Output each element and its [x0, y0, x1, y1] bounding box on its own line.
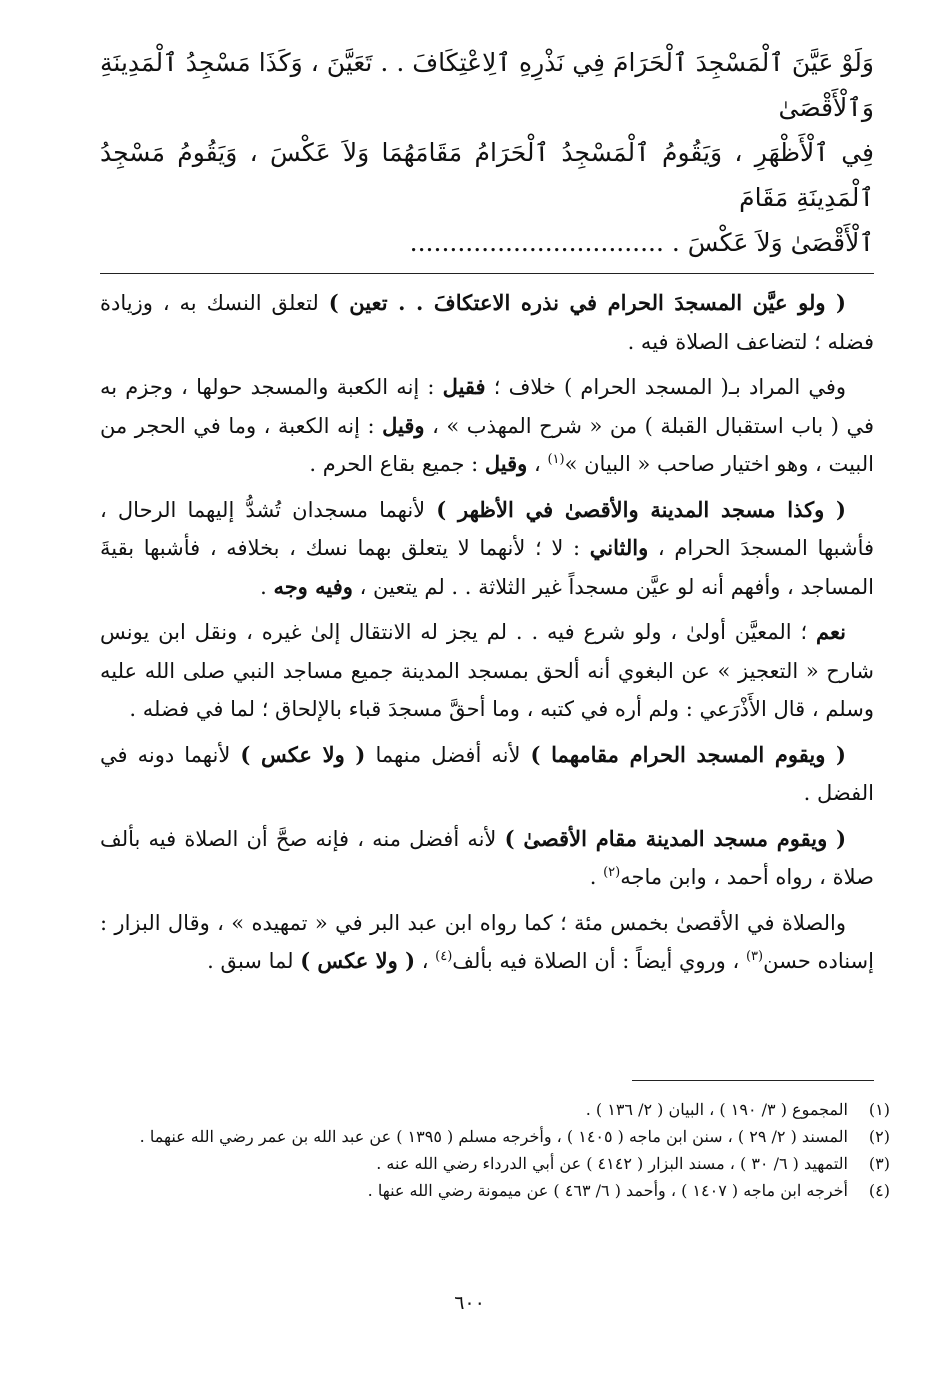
footnote-text: أخرجه ابن ماجه ( ١٤٠٧ ) ، وأحمد ( ٦/ ٤٦٣ ) عن ميمونة رضي الله عنها . — [367, 1181, 848, 1200]
quoted-matn: ( وكذا مسجد المدينة والأقصىٰ في الأظهر ) — [436, 496, 846, 522]
commentary-paragraph-4 — [100, 613, 874, 729]
quoted-matn: ( ولا عكس ) — [240, 741, 366, 767]
commentary-paragraph-6 — [100, 820, 874, 897]
commentary-text-span: لأنه أفضل منه ، فإنه صحَّ أن الصلاة فيه بألف صلاة ، رواه أحمد ، وابن ماجه — [100, 826, 874, 889]
commentary-text-span: لأنهما مسجدان تُشدُّ إليهما الرحال ، فأشبها المسجدَ الحرام ، — [100, 497, 875, 560]
commentary-text-span: لأنهما دونه في الفضل . — [100, 742, 874, 805]
footnote-3 — [100, 1150, 890, 1177]
quoted-matn: ( ويقوم مسجد المدينة مقام الأقصىٰ ) — [504, 825, 847, 851]
quoted-matn: ( ولا عكس ) — [300, 948, 416, 973]
commentary-paragraph-3 — [100, 491, 874, 607]
footnote-text: التمهيد ( ٦/ ٣٠ ) ، مسند البزار ( ٤١٤٢ ) عن أبي الدرداء رضي الله عنه . — [376, 1154, 848, 1173]
commentary-text-span: ؛ المعيَّن أولىٰ ، ولو شرع فيه . . لم يجز له الانتقال إلىٰ غيره ، ونقل ابن يونس شارح « التعجيز » عن البغوي أنه ألحق بمسجد المدينة جميع مساجد النبي صلى الله عليه وسلم ، قال الأَذْرَعي : ولم أره في كتبه ، وما أحقَّ مسجدَ قباء بالإلحاق ؛ لما في فضله . — [100, 620, 874, 721]
commentary-paragraph-2 — [100, 368, 874, 484]
matn-text — [100, 40, 874, 265]
matn-line-3 — [100, 220, 874, 265]
commentary-text-span: وفي المراد بـ( المسجد الحرام ) خلاف ؛ — [485, 375, 847, 399]
footnote-ref[interactable]: (١) — [547, 452, 565, 467]
commentary-text-span: ، — [415, 949, 436, 973]
bold-term: فقيل — [442, 374, 486, 399]
footnote-4 — [100, 1177, 890, 1204]
footnote-text: المسند ( ٢/ ٢٩ ) ، سنن ابن ماجه ( ١٤٠٥ ) ، وأخرجه مسلم ( ١٣٩٥ ) عن عبد الله بن عمر رضي الله عنهما . — [139, 1127, 848, 1146]
matn-line-2: فِي ٱلْأَظْهَرِ ، وَيَقُومُ ٱلْمَسْجِدُ ٱلْحَرَامُ مَقَامَهُمَا وَلاَ عَكْسَ ، وَيَقُومُ مَسْجِدُ ٱلْمَدِينَةِ مَقَامَ — [100, 138, 874, 212]
commentary-text-span: والصلاة في الأقصىٰ بخمس مئة ؛ كما رواه ابن عبد البر في « تمهيده » ، وقال البزار : إسناده حسن — [100, 910, 874, 973]
commentary-text-span: . — [589, 865, 604, 889]
quoted-matn: ( ويقوم المسجد الحرام مقامهما ) — [530, 741, 846, 767]
commentary-text-span: ، وروي أيضاً : أن الصلاة فيه بألف — [452, 949, 746, 973]
commentary-text-span: : لا ؛ لأنهما لا يتعلق بهما نسك ، بخلافه ، فأشبها بقيةَ المساجد ، وأفهم أنه لو عيَّن مسجداً غير الثلاثة . . لم يتعين ، — [100, 536, 874, 599]
footnote-number: (١) — [868, 1100, 890, 1119]
commentary-text-span: لتعلق النسك به ، وزيادة فضله ؛ لتضاعف الصلاة فيه . — [100, 291, 874, 354]
bold-term: والثاني — [589, 535, 649, 560]
footnote-number: (٣) — [868, 1154, 890, 1173]
footnote-ref[interactable]: (٣) — [745, 949, 764, 964]
footnote-number: (٤) — [868, 1181, 890, 1200]
footnotes — [100, 1096, 890, 1204]
commentary-text-span: ، — [527, 452, 548, 476]
bold-term: وفيه وجه — [273, 573, 353, 599]
footnote-2 — [100, 1123, 890, 1150]
footnote-separator — [632, 1080, 874, 1081]
matn-line-3-text: ٱلْأَقْصَىٰ وَلاَ عَكْسَ . — [671, 228, 874, 257]
book-page — [100, 40, 874, 988]
matn-dots: ................................ — [409, 228, 664, 257]
commentary-text — [100, 284, 874, 981]
commentary-paragraph-1 — [100, 284, 874, 361]
footnote-ref[interactable]: (٢) — [603, 865, 621, 880]
page-number: ٦٠٠ — [454, 1292, 485, 1314]
commentary-text-span: لما سبق . — [207, 949, 301, 973]
quoted-matn: ( ولو عيَّن المسجدَ الحرام في نذره الاعتكافَ . . تعين ) — [328, 290, 846, 315]
footnote-1 — [100, 1096, 890, 1123]
commentary-paragraph-5 — [100, 736, 874, 813]
matn-line-1: وَلَوْ عَيَّنَ ٱلْمَسْجِدَ ٱلْحَرَامَ فِي نَذْرِهِ ٱلِاعْتِكَافَ . . تَعَيَّنَ ، وَكَذَا مَسْجِدُ ٱلْمَدِينَةِ وَٱلْأَقْصَىٰ — [100, 48, 874, 122]
bold-term: نعم — [816, 619, 846, 644]
commentary-text-span: : إنه الكعبة والمسجد حولها ، وجزم به في ( باب استقبال القبلة ) من « شرح المهذب » ، — [100, 375, 875, 438]
commentary-text-span: . — [260, 574, 274, 599]
matn-separator — [100, 273, 874, 274]
commentary-text-span: : جميع بقاع الحرم . — [309, 452, 485, 476]
commentary-text-span: : إنه الكعبة ، وما في الحجر من البيت ، وهو اختيار صاحب « البيان » — [100, 413, 874, 476]
footnote-ref[interactable]: (٤) — [435, 949, 453, 964]
footnote-text: المجموع ( ٣/ ١٩٠ ) ، البيان ( ٢/ ١٣٦ ) . — [585, 1100, 848, 1119]
commentary-text-span: لأنه أفضل منهما — [365, 742, 531, 767]
footnote-number: (٢) — [868, 1127, 890, 1146]
bold-term: وقيل — [484, 451, 528, 476]
bold-term: وقيل — [382, 412, 425, 438]
commentary-paragraph-7 — [100, 904, 874, 981]
